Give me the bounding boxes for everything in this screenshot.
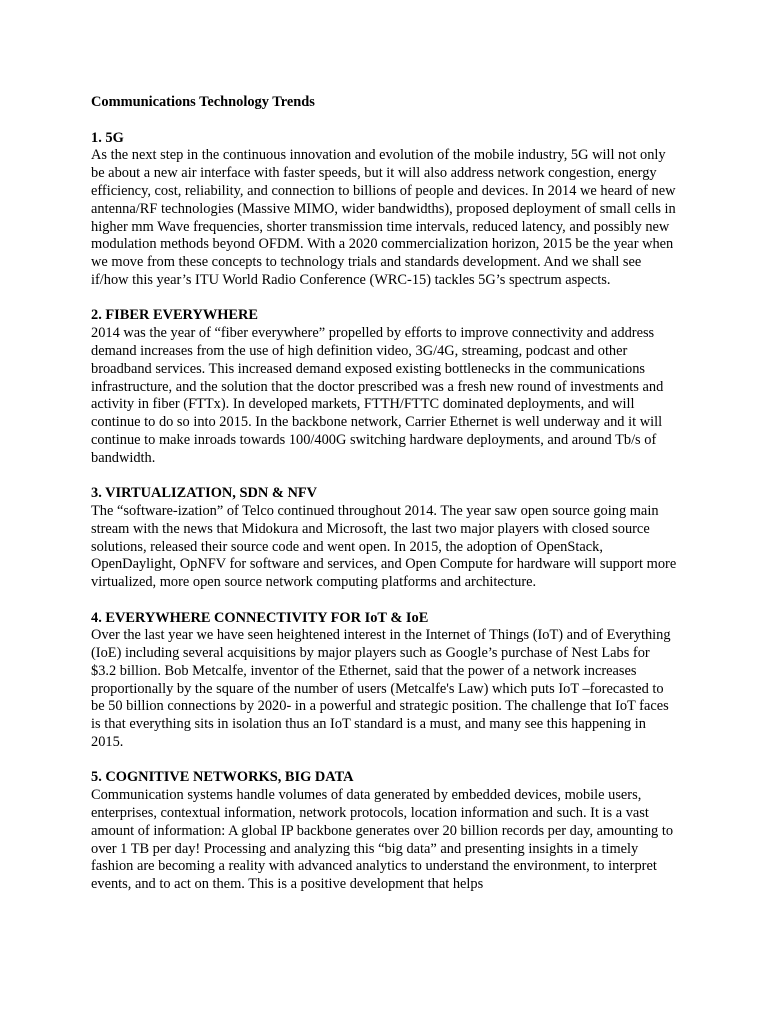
section-heading: 3. VIRTUALIZATION, SDN & NFV xyxy=(91,485,318,502)
document-content xyxy=(91,94,677,912)
section-heading: 4. EVERYWHERE CONNECTIVITY FOR IoT & IoE xyxy=(91,609,429,626)
section-body: The “software-ization” of Telco continued throughout 2014. The year saw open source going main stream with the news that Midokura and Microsoft, the last two major players with closed source solutions, released their source code and went open. In 2015, the adoption of OpenStack, OpenDaylight, OpNFV for software and services, and Open Compute for hardware will support more virtualized, more open source network computing platforms and architecture. xyxy=(91,502,677,591)
section-fiber-everywhere xyxy=(91,307,677,467)
section-iot-connectivity xyxy=(91,610,677,752)
section-heading: 1. 5G xyxy=(91,129,124,146)
section-body: Communication systems handle volumes of data generated by embedded devices, mobile users, enterprises, contextual information, network protocols, location information and such. It is a vast amount of information: A global IP backbone generates over 20 billion records per day, amounting to over 1 TB per day! Processing and analyzing this “big data” and presenting insights in a timely fashion are becoming a reality with advanced analytics to understand the environment, to interpret events, and to act on them. This is a positive development that helps xyxy=(91,787,674,893)
section-cognitive-networks xyxy=(91,769,677,894)
document-title: Communications Technology Trends xyxy=(91,94,315,110)
section-heading: 5. COGNITIVE NETWORKS, BIG DATA xyxy=(91,769,354,786)
section-body: 2014 was the year of “fiber everywhere” propelled by efforts to improve connectivity and address demand increases from the use of high definition video, 3G/4G, streaming, podcast and other broadband services. This increased demand exposed existing bottlenecks in the communications infrastructure, and the solution that the doctor prescribed was a fresh new round of investments and activity in fiber (FTTx). In developed markets, FTTH/FTTC dominated deployments, and will continue to do so into 2015. In the backbone network, Carrier Ethernet is well underway and it will continue to make inroads towards 100/400G switching hardware deployments, and around Tb/s of bandwidth. xyxy=(91,325,664,466)
section-body: Over the last year we have seen heightened interest in the Internet of Things (IoT) and of Everything (IoE) including several acquisitions by major players such as Google’s purchase of Nest Labs for $3.2 billion. Bob Metcalfe, inventor of the Ethernet, said that the power of a network increases proportionally by the square of the number of users (Metcalfe's Law) which puts IoT –forecasted to be 50 billion connections by 2020- in a powerful and strategic position. The challenge that IoT faces is that everything sits in isolation thus an IoT standard is a must, and many see this happening in 2015. xyxy=(91,627,671,751)
section-5g xyxy=(91,130,677,290)
section-body: As the next step in the continuous innovation and evolution of the mobile industry, 5G will not only be about a new air interface with faster speeds, but it will also address network congestion, energy efficiency, cost, reliability, and connection to billions of people and devices. In 2014 we heard of new antenna/RF technologies (Massive MIMO, wider bandwidths), proposed deployment of small cells in higher mm Wave frequencies, shorter transmission time intervals, reduced latency, and possibly new modulation methods beyond OFDM. With a 2020 commercialization horizon, 2015 be the year when we move from these concepts to technology trials and standards development. And we shall see if/how this year’s ITU World Radio Conference (WRC-15) tackles 5G’s spectrum aspects. xyxy=(91,147,676,288)
section-heading: 2. FIBER EVERYWHERE xyxy=(91,307,259,324)
section-virtualization xyxy=(91,485,677,592)
